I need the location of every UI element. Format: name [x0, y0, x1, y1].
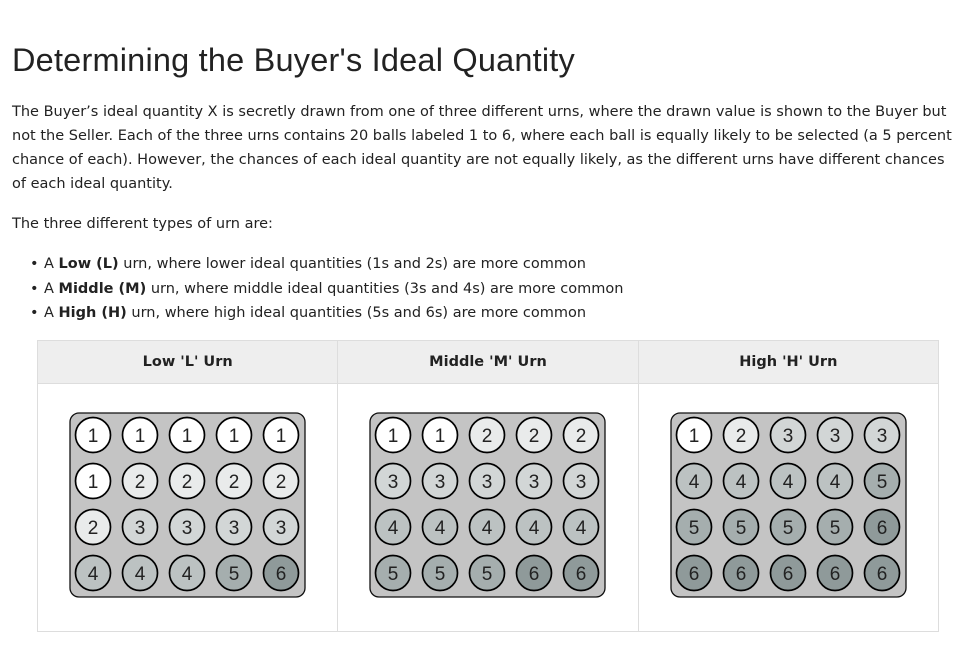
- urn-ball-label: 4: [388, 518, 399, 539]
- urn-ball-label: 3: [529, 472, 540, 493]
- urn-ball-label: 3: [782, 426, 793, 447]
- urn-ball-label: 1: [87, 426, 99, 447]
- urn-ball-label: 2: [576, 426, 587, 447]
- urn-type-item: [30, 252, 623, 277]
- urn-type-name: Low (L): [58, 256, 119, 272]
- urn-ball-label: 5: [435, 564, 446, 585]
- urn-cell-high: [638, 384, 938, 632]
- urn-ball-label: 5: [876, 472, 887, 493]
- urn-type-prefix: A: [44, 256, 59, 272]
- urn-ball-label: 1: [134, 426, 146, 447]
- urn-type-item: [30, 277, 623, 302]
- urn-ball-label: 4: [688, 472, 699, 493]
- urn-ball-label: 3: [482, 472, 493, 493]
- urn-ball-label: 1: [435, 426, 446, 447]
- urn-table-header-row: [38, 341, 939, 384]
- urn-ball-label: 4: [181, 564, 193, 585]
- urn-low-graphic: [69, 412, 307, 600]
- urn-ball-label: 2: [275, 472, 287, 493]
- urn-cell-low: [38, 384, 338, 632]
- urn-ball-label: 6: [782, 564, 793, 585]
- urn-types-lead: The three different types of urn are:: [12, 216, 273, 232]
- urn-ball-label: 5: [228, 564, 240, 585]
- urn-type-name: Middle (M): [58, 280, 147, 297]
- urn-ball-label: 2: [735, 426, 746, 447]
- urn-ball-label: 1: [688, 426, 699, 447]
- urn-ball-label: 2: [134, 472, 146, 493]
- urn-ball-label: 6: [529, 564, 540, 585]
- urn-ball-label: 2: [87, 518, 99, 539]
- urn-ball-label: 1: [228, 426, 240, 447]
- urn-ball-label: 4: [435, 518, 446, 539]
- urn-header-low: Low 'L' Urn: [38, 341, 338, 384]
- urn-ball-label: 5: [688, 518, 699, 539]
- urn-table: [37, 340, 939, 632]
- urn-ball-label: 1: [275, 426, 287, 447]
- urn-cell-middle: [338, 384, 638, 632]
- urn-ball-label: 1: [181, 426, 193, 447]
- urn-ball-label: 5: [782, 518, 793, 539]
- page-title: Determining the Buyer's Ideal Quantity: [12, 42, 575, 78]
- urn-ball-label: 4: [529, 518, 540, 539]
- bullet-icon: •: [30, 280, 39, 297]
- urn-types-list: [30, 252, 623, 326]
- urn-ball-label: 3: [829, 426, 840, 447]
- urn-ball-label: 4: [87, 564, 99, 585]
- urn-ball-label: 3: [576, 472, 587, 493]
- urn-ball-label: 6: [576, 564, 587, 585]
- urn-ball-label: 6: [735, 564, 746, 585]
- urn-ball-label: 1: [388, 426, 399, 447]
- urn-type-prefix: A: [44, 305, 59, 321]
- urn-ball-label: 6: [688, 564, 699, 585]
- urn-ball-label: 2: [529, 426, 540, 447]
- urn-header-high: High 'H' Urn: [638, 341, 938, 384]
- urn-ball-label: 4: [782, 472, 793, 493]
- urn-ball-label: 3: [181, 518, 193, 539]
- urn-type-prefix: A: [44, 280, 59, 297]
- urn-header-middle: Middle 'M' Urn: [338, 341, 638, 384]
- urn-ball-label: 3: [435, 472, 446, 493]
- bullet-icon: •: [30, 256, 39, 272]
- urn-ball-label: 6: [876, 518, 887, 539]
- urn-ball-label: 3: [275, 518, 287, 539]
- urn-ball-label: 5: [829, 518, 840, 539]
- bullet-icon: •: [30, 305, 39, 321]
- urn-ball-label: 5: [482, 564, 493, 585]
- urn-type-description: urn, where high ideal quantities (5s and 6s) are more common: [126, 305, 587, 321]
- intro-paragraph: The Buyer’s ideal quantity X is secretly drawn from one of three different urns, where the drawn value is shown to the Buyer but not the Seller. Each of the three urns contains 20 balls labeled 1 to 6, where each ball is equally likely to be selected (a 5 percent chance of each). However, the chances of each ideal quantity are not equally likely, as the different urns have different chances of each ideal quantity.: [12, 104, 952, 192]
- urn-ball-label: 4: [829, 472, 840, 493]
- urn-ball-label: 6: [876, 564, 887, 585]
- urn-ball-label: 2: [181, 472, 193, 493]
- urn-type-item: [30, 301, 623, 326]
- urn-type-name: High (H): [58, 305, 127, 321]
- urn-ball-label: 4: [482, 518, 493, 539]
- urn-ball-label: 2: [482, 426, 493, 447]
- urn-high-graphic: [670, 412, 908, 600]
- urn-type-description: urn, where lower ideal quantities (1s and 2s) are more common: [118, 256, 586, 272]
- urn-ball-label: 6: [275, 564, 287, 585]
- urn-ball-label: 3: [876, 426, 887, 447]
- urn-ball-label: 1: [87, 472, 99, 493]
- urn-ball-label: 4: [134, 564, 146, 585]
- urn-ball-label: 6: [829, 564, 840, 585]
- urn-ball-label: 3: [228, 518, 240, 539]
- urn-ball-label: 3: [134, 518, 146, 539]
- urn-ball-label: 2: [228, 472, 240, 493]
- urn-table-row: [38, 384, 939, 632]
- urn-ball-label: 3: [388, 472, 399, 493]
- urn-ball-label: 4: [735, 472, 746, 493]
- urn-type-description: urn, where middle ideal quantities (3s and 4s) are more common: [146, 280, 624, 297]
- urn-ball-label: 5: [735, 518, 746, 539]
- urn-middle-graphic: [369, 412, 607, 600]
- urn-ball-label: 4: [576, 518, 587, 539]
- urn-ball-label: 5: [388, 564, 399, 585]
